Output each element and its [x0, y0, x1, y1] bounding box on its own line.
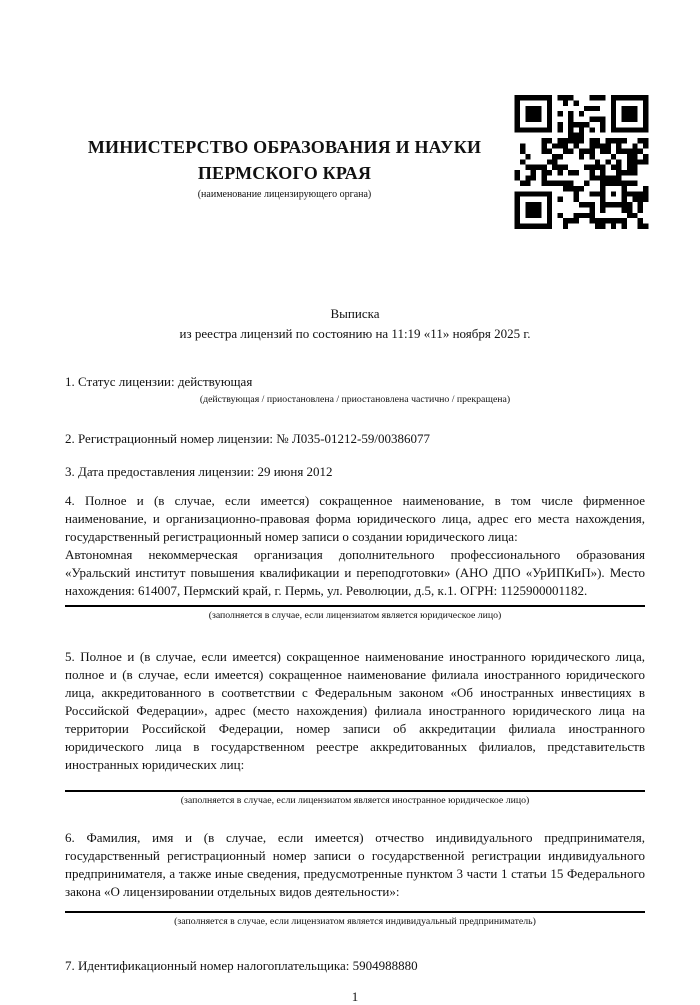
item-4-legal-entity: [65, 492, 645, 623]
item-6-label: 6. Фамилия, имя и (в случае, если имеется) отчество индивидуального предпринимателя, государственный регистрационный номер записи о государственной регистрации индивидуального предпринимателя, а также иные сведения, предусмотренные пунктом 3 части 1 статьи 15 Федерального закона «О лицензировании отдельных видов деятельности»:: [65, 830, 645, 900]
item-5-foreign-entity: [65, 648, 645, 808]
item-3-text: 3. Дата предоставления лицензии: 29 июня 2012: [65, 463, 333, 479]
item-3-license-date: [65, 463, 645, 481]
item-2-registration-number: [65, 430, 645, 448]
fill-in-line: [65, 790, 645, 792]
document-title-line1: Выписка: [330, 306, 380, 321]
document-header: [65, 82, 645, 242]
fill-in-line: [65, 605, 645, 607]
item-2-text: 2. Регистрационный номер лицензии: № Л035-01212-59/00386077: [65, 430, 431, 446]
item-5-label: 5. Полное и (в случае, если имеется) сокращенное наименование иностранного юридического лица, полное и (в случае, если имеется) сокращенное наименование филиала иностранного юридического лица, аккредитованного в соответствии с Федеральным законом «Об иностранных инвестициях в Российской Федерации», адрес (место нахождения) филиала иностранного юридического лица на территории Российской Федерации, номер записи об аккредитации филиала иностранного юридического лица в государственном реестре аккредитованных филиалов, представительств иностранных юридических лиц:: [65, 649, 645, 773]
item-4-caption: (заполняется в случае, если лицензиатом является юридическое лицо): [208, 609, 502, 621]
item-7-text: 7. Идентификационный номер налогоплательщика: 5904988880: [65, 957, 418, 973]
org-name-caption: (наименование лицензирующего органа): [197, 189, 372, 201]
item-6-caption: (заполняется в случае, если лицензиатом является индивидуальный предприниматель): [174, 916, 536, 928]
document-title: [65, 304, 645, 343]
item-1-license-status: [65, 373, 645, 407]
item-6-individual-entrepreneur: [65, 829, 645, 929]
item-4-label: 4. Полное и (в случае, если имеется) сокращенное наименование, в том числе фирменное наименование, и организационно-правовая форма юридического лица, адрес его места нахождения, государственный регистрационный номер записи о создании юридического лица:: [65, 492, 645, 544]
qr-code-icon: [504, 82, 659, 242]
fill-in-line: [65, 911, 645, 913]
item-4-value: Автономная некоммерческая организация дополнительного профессионального образования «Уральский институт повышения квалификации и переподготовки» (АНО ДПО «УрИПКиП»). Место нахождения: 614007, Пермский край, г. Пермь, ул. Революции, д.5, к.1. ОГРН: 1125900001182.: [65, 546, 645, 598]
blank-fill-space: [65, 774, 645, 790]
item-1-caption: (действующая / приостановлена / приостановлена частично / прекращена): [199, 394, 511, 405]
licensing-authority-block: [65, 82, 504, 200]
page-number: 1: [351, 988, 359, 1004]
item-1-text: 1. Статус лицензии: действующая: [65, 374, 253, 389]
document-title-line2: из реестра лицензий по состоянию на 11:19 «11» ноября 2025 г.: [179, 325, 531, 341]
org-name-line1: МИНИСТЕРСТВО ОБРАЗОВАНИЯ И НАУКИ: [87, 137, 482, 157]
org-name-line2: ПЕРМСКОГО КРАЯ: [197, 163, 372, 184]
item-5-caption: (заполняется в случае, если лицензиатом является иностранное юридическое лицо): [180, 795, 530, 807]
item-7-taxpayer-number: [65, 957, 645, 975]
blank-fill-space: [65, 901, 645, 911]
